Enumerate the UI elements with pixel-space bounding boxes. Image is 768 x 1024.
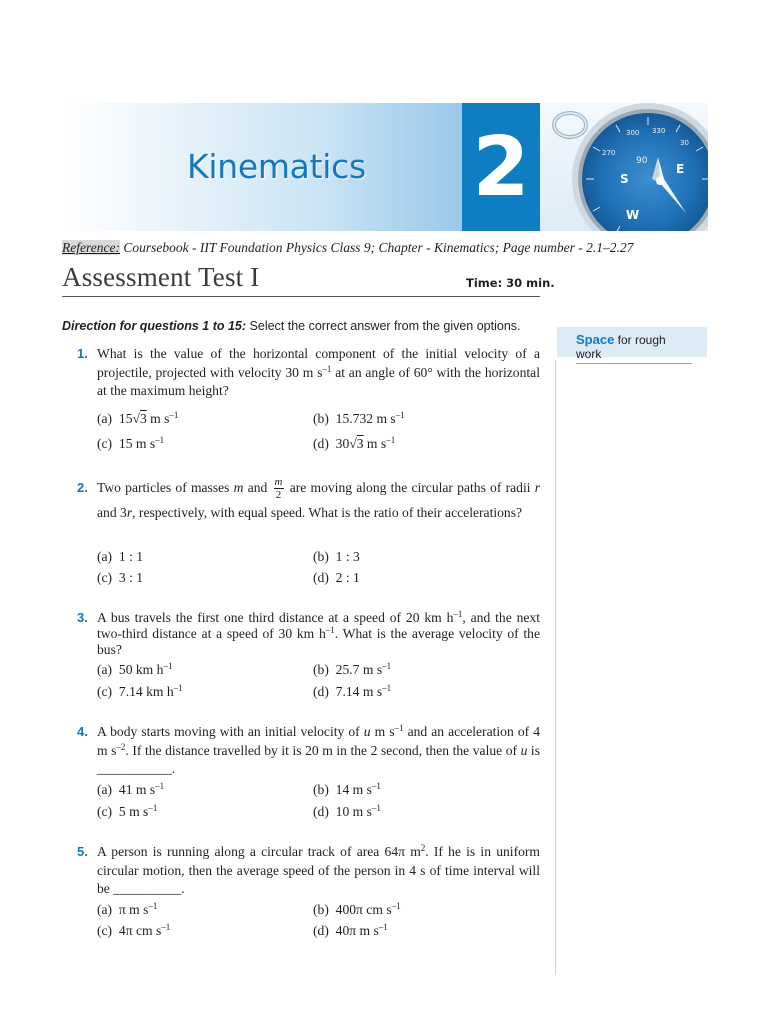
- option-label: (d): [313, 804, 329, 819]
- question-text-part: . If he is in uniform circular motion, then the average speed of the person in 4 s of time interval will be __________.: [97, 844, 540, 896]
- compass-image: [540, 103, 708, 231]
- option-c[interactable]: [97, 684, 183, 700]
- question-text-part: . If the distance travelled by it is 20 m in the 2 second, then the value of: [125, 742, 521, 758]
- test-title: Assessment Test I: [62, 262, 260, 292]
- option-label: (b): [313, 549, 329, 564]
- question-5: [77, 843, 540, 899]
- option-value: 1 : 3: [335, 549, 360, 564]
- superscript: 2: [420, 843, 426, 853]
- fraction-numerator: m: [274, 476, 283, 489]
- option-value: 41 m s: [118, 782, 156, 797]
- superscript: –1: [169, 410, 179, 420]
- compass-icon: [540, 103, 708, 231]
- option-value: 1 : 1: [118, 549, 144, 564]
- option-label: (a): [97, 902, 113, 917]
- test-time: Time: 30 min.: [466, 276, 555, 290]
- chapter-title: Kinematics: [187, 147, 366, 186]
- option-value: 2 : 1: [335, 570, 360, 585]
- option-value: 40π m s: [335, 923, 379, 938]
- direction-text: Select the correct answer from the given options.: [246, 319, 521, 333]
- superscript: –1: [453, 609, 463, 619]
- rough-work-divider: [555, 360, 556, 975]
- question-number: 2.: [77, 480, 88, 495]
- question-text-part: Two particles of masses: [97, 480, 234, 495]
- question-text-part: A person is running along a circular track of area 64π m: [97, 844, 421, 859]
- superscript: –1: [382, 683, 392, 693]
- svg-text:E: E: [676, 162, 685, 176]
- question-text-part: m s: [370, 724, 395, 739]
- question-text-part: . What is the average velocity of the bus?: [97, 626, 541, 657]
- question-text-part: is ___________.: [97, 742, 540, 776]
- svg-text:30: 30: [680, 139, 689, 147]
- option-c[interactable]: [97, 436, 164, 452]
- chapter-banner: [62, 103, 540, 231]
- question-number: 4.: [77, 724, 88, 739]
- option-a[interactable]: [97, 662, 172, 678]
- option-a[interactable]: [97, 782, 164, 798]
- option-label: (c): [97, 570, 113, 585]
- question-text-part: , and the next two-third distance at a speed of 30 km h: [97, 610, 540, 641]
- variable: m: [233, 480, 244, 495]
- chapter-number-box: [462, 103, 540, 231]
- superscript: –1: [173, 683, 183, 693]
- variable: u: [520, 742, 528, 758]
- option-label: (d): [313, 436, 329, 451]
- superscript: –1: [155, 435, 165, 445]
- directions: [62, 319, 542, 333]
- option-value: 4π cm s: [118, 923, 162, 938]
- option-b[interactable]: [313, 662, 391, 678]
- reference-label: Reference:: [62, 240, 120, 255]
- option-label: (c): [97, 804, 113, 819]
- option-value: 3 : 1: [118, 570, 144, 585]
- svg-text:270: 270: [602, 149, 616, 157]
- option-value: 10 m s: [335, 804, 372, 819]
- option-value: 15 m s: [118, 436, 156, 451]
- option-value: 25.7 m s: [335, 662, 383, 677]
- option-value: 30: [335, 436, 350, 451]
- option-label: (d): [313, 570, 329, 585]
- question-text: [97, 843, 540, 899]
- option-b[interactable]: [313, 549, 360, 565]
- option-value: 7.14 m s: [335, 684, 383, 699]
- question-number: 3.: [77, 610, 88, 625]
- option-label: (c): [97, 436, 113, 451]
- question-number: 1.: [77, 346, 88, 361]
- superscript: –1: [325, 625, 335, 635]
- question-text-part: are moving along the circular paths of radii: [285, 480, 535, 495]
- question-text: [97, 476, 540, 525]
- superscript: –1: [322, 363, 332, 374]
- option-c[interactable]: [97, 570, 143, 586]
- option-a[interactable]: [97, 549, 143, 565]
- variable: r: [534, 480, 540, 495]
- option-label: (b): [313, 902, 329, 917]
- question-text: [97, 610, 540, 658]
- option-b[interactable]: [313, 782, 381, 798]
- option-value: 15: [118, 411, 133, 426]
- option-label: (b): [313, 662, 329, 677]
- option-d[interactable]: [313, 804, 381, 820]
- option-label: (b): [313, 782, 329, 797]
- superscript: –1: [394, 723, 404, 733]
- svg-text:W: W: [626, 208, 640, 222]
- option-a[interactable]: (a) 15√3 m $s^{-1}$: [97, 410, 179, 426]
- question-text-part: and 3: [97, 505, 127, 521]
- radicand: 3: [139, 411, 147, 426]
- reference-text: Coursebook - IIT Foundation Physics Class 9; Chapter - Kinematics; Page number - 2.1–2.27: [119, 240, 634, 255]
- question-1: [77, 345, 540, 401]
- option-b[interactable]: [313, 411, 405, 427]
- superscript: –1: [371, 781, 381, 791]
- superscript: –1: [163, 661, 173, 671]
- option-c[interactable]: [97, 923, 170, 939]
- superscript: –1: [148, 803, 158, 813]
- svg-text:S: S: [620, 172, 629, 186]
- option-label: (d): [313, 923, 329, 938]
- svg-text:90: 90: [636, 156, 648, 166]
- superscript: –1: [382, 661, 392, 671]
- superscript: –1: [386, 435, 396, 445]
- option-value: 7.14 km h: [118, 684, 174, 699]
- svg-text:300: 300: [626, 129, 640, 137]
- superscript: –1: [148, 901, 158, 911]
- option-label: (b): [313, 411, 329, 426]
- question-text-part: , respectively, with equal speed. What is the ratio of their accelerations?: [132, 505, 523, 521]
- question-4: [77, 723, 540, 779]
- option-value: 50 km h: [118, 662, 164, 677]
- question-number: 5.: [77, 844, 88, 859]
- rough-work-label: [576, 332, 692, 364]
- option-label: (a): [97, 662, 113, 677]
- option-label: (c): [97, 923, 113, 938]
- superscript: –1: [161, 922, 171, 932]
- chapter-number: 2: [472, 120, 530, 215]
- option-a[interactable]: [97, 902, 157, 918]
- space-word: Space: [576, 332, 615, 347]
- question-text-part: A bus travels the first one third distance at a speed of 20 km h: [97, 610, 454, 625]
- option-label: (a): [97, 549, 113, 564]
- option-label: (c): [97, 684, 113, 699]
- fraction: [274, 476, 284, 501]
- option-label: (d): [313, 684, 329, 699]
- superscript: –1: [155, 781, 165, 791]
- direction-label: Direction for questions 1 to 15:: [62, 319, 247, 333]
- question-2: [77, 476, 540, 525]
- reference-line: [62, 240, 682, 256]
- question-text-part: and: [243, 480, 272, 495]
- question-3: [77, 610, 540, 658]
- option-d[interactable]: (d) 30√3 m $s^{-1}$: [313, 435, 396, 451]
- option-d[interactable]: [313, 684, 391, 700]
- option-value: 14 m s: [335, 782, 372, 797]
- question-text: [97, 723, 540, 779]
- option-value: 5 m s: [118, 804, 149, 819]
- question-text-part: at an angle of 60° with the horizontal at the maximum height?: [97, 364, 540, 398]
- variable: r: [126, 505, 133, 521]
- question-text-part: What is the value of the horizontal component of the initial velocity of a projectile, projected with velocity 30 m s: [97, 346, 540, 380]
- superscript: –1: [371, 803, 381, 813]
- svg-text:330: 330: [652, 127, 666, 135]
- variable: u: [363, 724, 371, 739]
- radicand: 3: [356, 436, 364, 451]
- option-label: (a): [97, 782, 113, 797]
- superscript: –1: [391, 901, 401, 911]
- fraction-denominator: 2: [275, 489, 282, 502]
- option-unit: m s: [363, 436, 387, 451]
- question-text: [97, 345, 540, 401]
- superscript: –1: [395, 410, 405, 420]
- question-text-part: A body starts moving with an initial velocity of: [97, 724, 364, 739]
- option-value: π m s: [118, 902, 149, 917]
- option-value: 400π cm s: [335, 902, 392, 917]
- option-c[interactable]: [97, 804, 157, 820]
- option-d[interactable]: [313, 570, 360, 586]
- option-b[interactable]: [313, 902, 401, 918]
- option-label: (a): [97, 411, 113, 426]
- rough-work-rest: for rough work: [576, 333, 666, 361]
- option-d[interactable]: [313, 923, 388, 939]
- option-unit: m s: [146, 411, 170, 426]
- option-value: 15.732 m s: [335, 411, 396, 426]
- superscript: –1: [378, 922, 388, 932]
- superscript: –2: [116, 741, 126, 752]
- question-text-part: and an acceleration of 4 m s: [97, 724, 540, 758]
- title-divider: [62, 296, 540, 297]
